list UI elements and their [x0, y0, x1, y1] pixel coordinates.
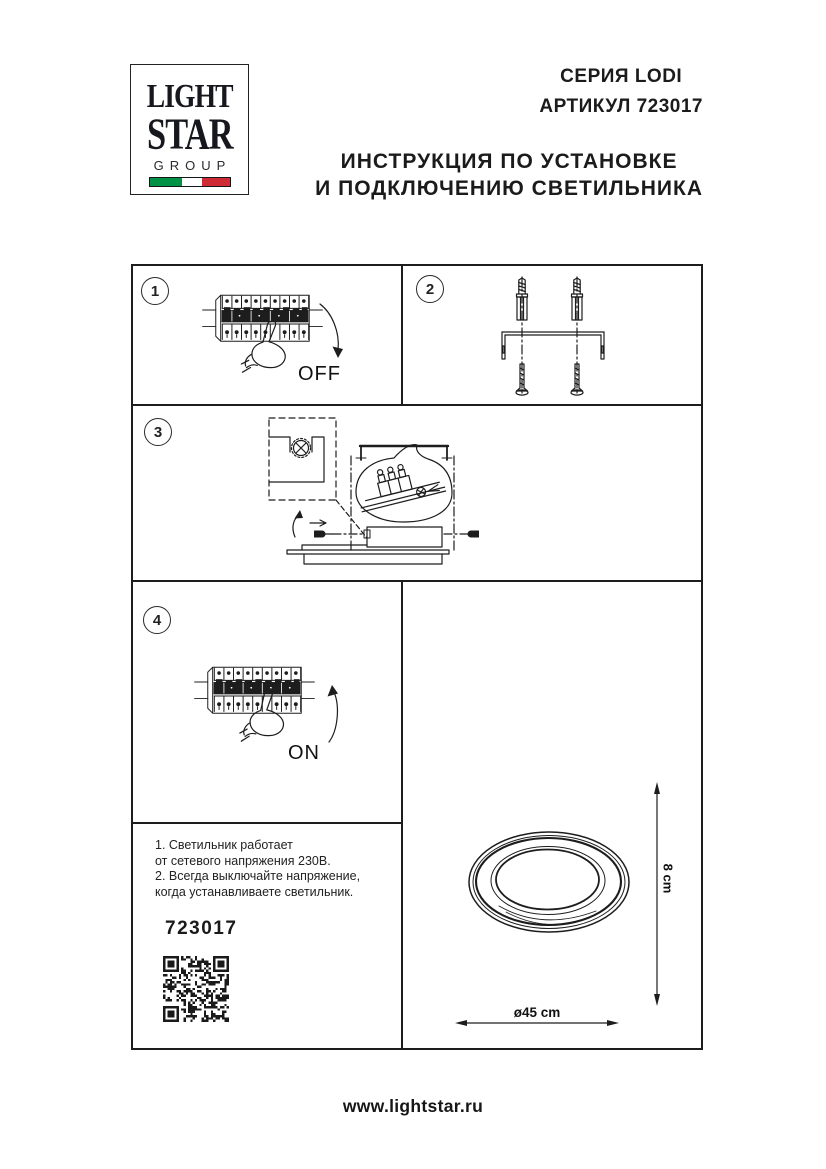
wall-anchor-art: [517, 278, 583, 320]
lamp-dimensions-panel: [403, 582, 701, 1048]
diameter-dimension-art: [455, 1020, 619, 1026]
height-dimension-art: [654, 782, 660, 1006]
step-1-number: 1: [150, 282, 160, 300]
step-4-number: 4: [152, 611, 162, 629]
flag-green-segment: [150, 178, 182, 186]
title-line-2: И ПОДКЛЮЧЕНИЮ СВЕТИЛЬНИКА: [315, 177, 703, 200]
step-2-number: 2: [425, 280, 435, 298]
safety-notes: [155, 838, 360, 900]
notes-panel: [133, 824, 403, 1048]
series-label: СЕРИЯ LODI: [560, 66, 683, 87]
step-3-mounting-illustration: [133, 406, 699, 578]
lamp-rings-art: [469, 832, 629, 932]
diameter-dimension-label: ø45 cm: [513, 1005, 561, 1020]
fixture-base-art: [287, 527, 449, 564]
article-number: 723017: [165, 918, 238, 939]
off-label: OFF: [298, 363, 341, 385]
terminal-block-art: [353, 455, 445, 511]
instruction-table: [131, 264, 703, 1050]
website-url: www.lightstar.ru: [342, 1096, 484, 1116]
terminal-block-detail-balloon: [353, 445, 452, 522]
step-2-number-badge: [416, 275, 444, 303]
qr-code-svg: [163, 956, 229, 1022]
step-1-breaker-off-illustration: [133, 266, 401, 402]
note-line-2: от сетевого напряжения 230В.: [155, 853, 331, 868]
logo-word-star: STAR: [146, 108, 233, 159]
lightstar-logo: [130, 64, 249, 195]
title-line-1: ИНСТРУКЦИЯ ПО УСТАНОВКЕ: [340, 150, 678, 173]
step-3-number: 3: [153, 423, 163, 441]
step-2-panel: [403, 266, 701, 406]
note-line-1: 1. Светильник работает: [155, 838, 293, 852]
side-screw-left-art: [314, 531, 362, 538]
step-2-hardware-illustration: [403, 266, 699, 402]
header: [315, 62, 703, 202]
step-1-panel: [133, 266, 403, 406]
flag-red-segment: [202, 178, 230, 186]
step-3-panel: [133, 406, 701, 582]
logo-word-light: LIGHT: [146, 77, 233, 115]
ceiling-junction-box-art: [269, 418, 336, 500]
screw-art: [516, 364, 583, 395]
step-4-breaker-on-illustration: [133, 582, 401, 822]
note-line-4: когда устанавливаете светильник.: [155, 884, 354, 899]
step-4-number-badge: [143, 606, 171, 634]
series-article-block: [539, 62, 703, 122]
logo-word-group: GROUP: [153, 158, 232, 173]
step-1-number-badge: [141, 277, 169, 305]
note-line-3: 2. Всегда выключайте напряжение,: [155, 869, 361, 883]
step-3-number-badge: [144, 418, 172, 446]
article-label: АРТИКУЛ 723017: [539, 96, 703, 117]
step-4-panel: [133, 582, 403, 824]
italian-flag-stripe: [149, 177, 231, 187]
page-title: [315, 148, 703, 202]
side-screw-right-art: [444, 531, 479, 538]
flag-white-segment: [182, 178, 202, 186]
qr-code: [163, 956, 229, 1022]
mounting-bracket-art: [502, 332, 604, 359]
on-label: ON: [288, 742, 320, 764]
lamp-drawing: [403, 582, 699, 1046]
height-dimension-label: 8 cm: [660, 863, 676, 894]
